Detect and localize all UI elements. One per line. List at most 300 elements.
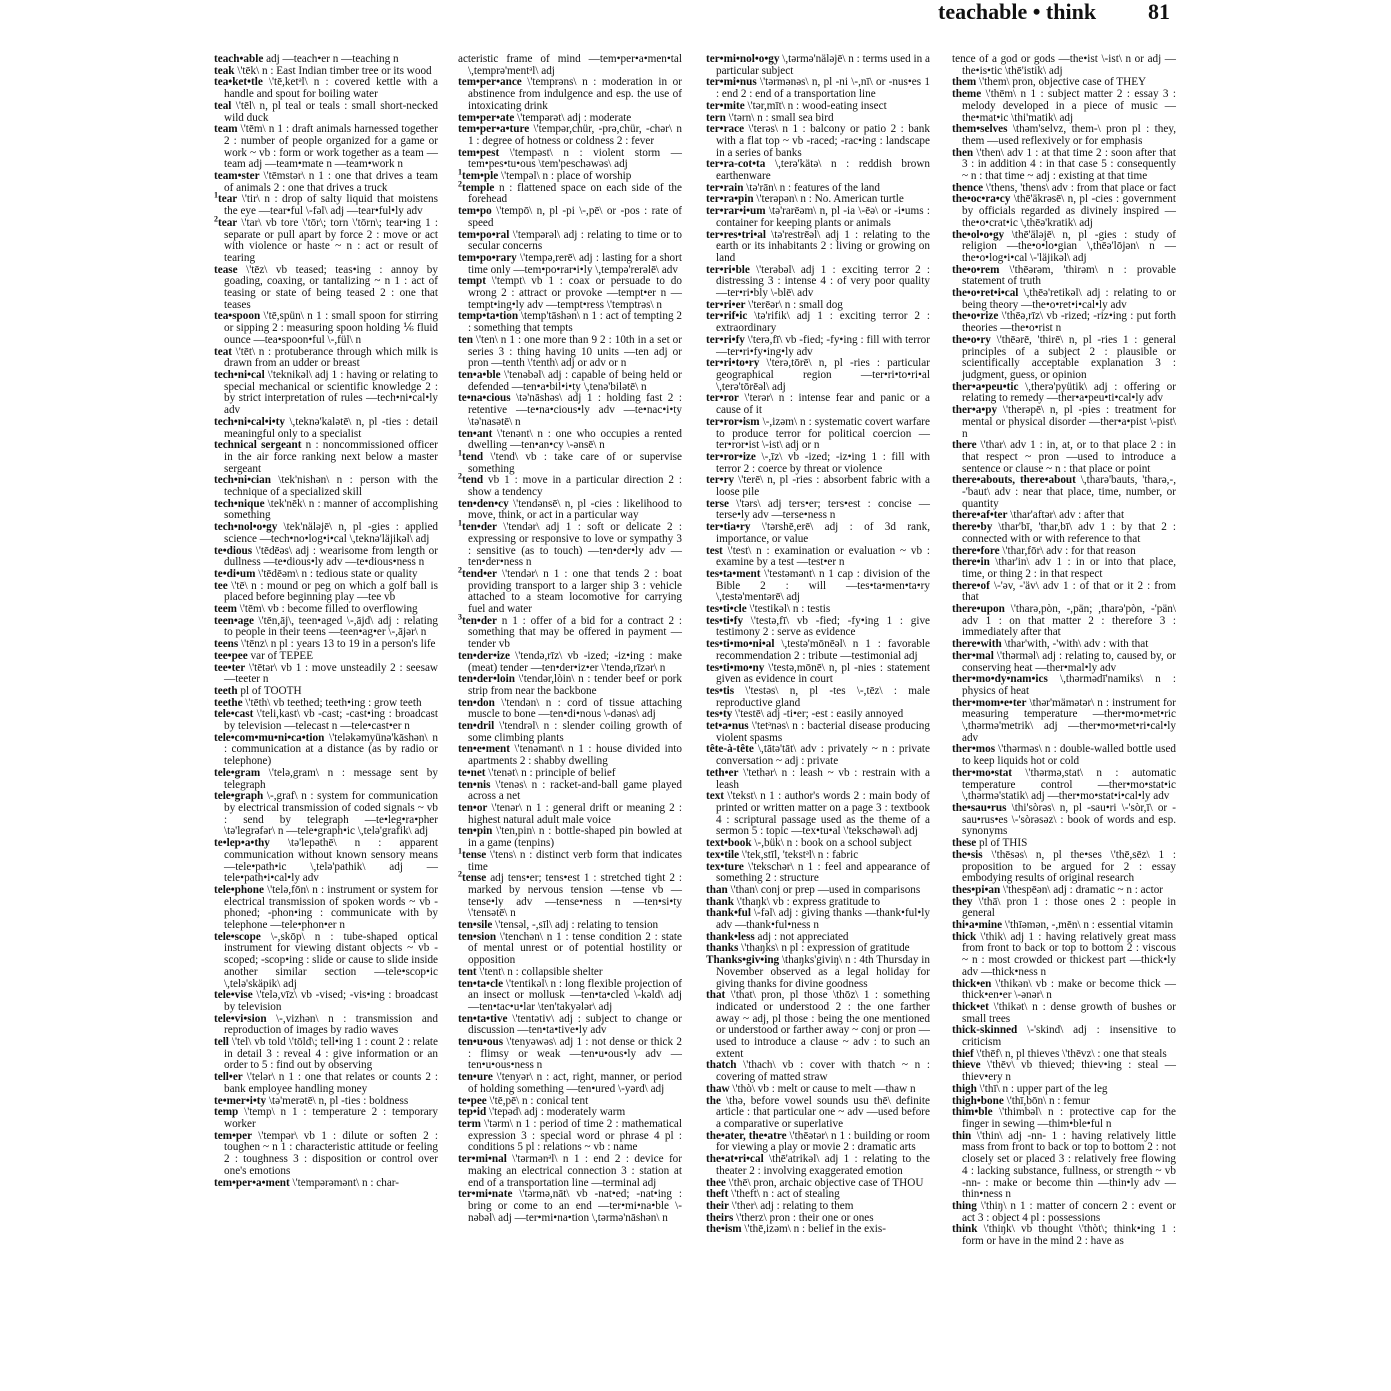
definition-text: \'thēf\ n, pl thieves \'thēvz\ : one that steals: [973, 1047, 1167, 1060]
dictionary-entry: [214, 733, 438, 768]
definition-text: \tə'restrēəl\ adj 1 : relating to the earth or its inhabitants 2 : living or growing on land: [716, 228, 930, 264]
definition-text: \'tē,ketᵊl\ n : covered kettle with a handle and spout for boiling water: [224, 76, 438, 101]
definition-text: \thar'in\ adv 1 : in or into that place, time, or thing 2 : in that respect: [962, 556, 1176, 580]
definition-text: \'thiŋk\ vb thought \'thòt\; think•ing 1 : form or have in the mind 2 : have as: [962, 1223, 1176, 1248]
definition-text: \'tempəl\ n : place of worship: [498, 170, 632, 183]
homograph-number: 1: [458, 846, 462, 856]
headword: tend: [462, 474, 484, 487]
definition-text: \'tempō\ n, pl -pi \-,pē\ or -pos : rate of speed: [468, 205, 682, 229]
definition-text: \'tendər,lòin\ n : tender beef or pork strip from near the backbone: [468, 673, 682, 697]
headword: theft: [706, 1188, 729, 1201]
dictionary-entry: [214, 1107, 438, 1130]
dictionary-entry: [706, 417, 930, 452]
dictionary-entry: [458, 1189, 682, 1224]
headword: there•af•ter: [952, 509, 1008, 522]
headword: thi•a•mine: [952, 919, 1003, 932]
dictionary-entry: [214, 1072, 438, 1095]
headword: ten•der•loin: [458, 673, 515, 686]
dictionary-entry: [952, 1025, 1176, 1048]
dictionary-entry: [706, 335, 930, 358]
definition-text: \'thiŋ\ n 1 : matter of concern 2 : event or act 3 : object 4 pl : possessions: [962, 1199, 1176, 1224]
headword: thee: [706, 1176, 726, 1189]
definition-text: \'tərmə,nāt\ vb -nat•ed; -nat•ing : bring or come to an end —ter•mi•na•ble \-nəbəl\ adj —ter•mi•na•tion \,tərmə'nāshən\ n: [468, 1188, 682, 1224]
headword: ten•ta•cle: [458, 977, 504, 990]
dictionary-entry: [706, 358, 930, 393]
headword: ter•rar•i•um: [706, 205, 766, 218]
definition-text: \'tent\ n : collapsible shelter: [476, 965, 603, 978]
headword: tense: [462, 848, 487, 861]
definition-text: \'thēətər\ n 1 : building or room for viewing a play or movie 2 : dramatic arts: [716, 1129, 930, 1154]
headword: there: [952, 439, 977, 452]
definition-text: \'tēk\ n : East Indian timber tree or its wood: [234, 64, 432, 77]
definition-text: \tə'merətē\ n, pl -ties : boldness: [266, 1094, 409, 1107]
headword: terse: [706, 497, 729, 510]
definition-text: \'thərməl\ adj : relating to, caused by, or conserving heat —ther•mal•ly adv: [962, 649, 1176, 674]
dictionary-entry: [706, 1131, 930, 1154]
dictionary-entry: [214, 546, 438, 569]
headword: ther•mo•dy•nam•ics: [952, 673, 1048, 686]
definition-text: \'ten,pin\ n : bottle-shaped pin bowled at in a game (tenpins): [468, 825, 682, 850]
headword: think: [952, 1223, 978, 1236]
definition-text: \'tē,spün\ n 1 : small spoon for stirring or sipping 2 : measuring spoon holding ⅙ fluid ounce —tea•spoon•ful \-,fül\ n: [224, 310, 438, 346]
headword: theme: [952, 88, 982, 101]
headword: ten•den•cy: [458, 497, 509, 510]
definition-text: \'tərmənəs\ n, pl -ni \-,nī\ or -nus•es 1 : end 2 : end of a transportation line: [716, 76, 930, 101]
dictionary-entry: [214, 1037, 438, 1072]
headword: ten•ta•tive: [458, 1012, 508, 1025]
headword: tee: [214, 579, 228, 592]
dictionary-entry: [706, 54, 930, 77]
definition-text: pl of THIS: [976, 837, 1028, 850]
definition-text: \'thā\ pron 1 : those ones 2 : people in general: [962, 895, 1176, 920]
dictionary-entry: [458, 518, 682, 569]
headword: tern: [706, 111, 726, 124]
headword: ten•sion: [458, 930, 497, 943]
dictionary-entry: [458, 1037, 682, 1072]
headword: tech•ni•cal•i•ty: [214, 415, 285, 428]
headword: tex•ture: [706, 860, 744, 873]
dictionary-entry: [952, 230, 1176, 265]
homograph-number: 2: [458, 179, 462, 188]
dictionary-entry: [706, 686, 930, 709]
definition-text: \'tenənt\ n : one who occupies a rented dwelling —ten•an•cy \-ənsē\ n: [468, 427, 682, 452]
dictionary-entry: [706, 265, 930, 300]
headword: tes•ti•mo•ny: [706, 661, 765, 674]
headword: ter•ror•ism: [706, 415, 760, 428]
dictionary-entry: [458, 826, 682, 849]
dictionary-entry: [458, 471, 682, 499]
dictionary-entry: [706, 639, 930, 662]
headword: they: [952, 895, 973, 908]
definition-text: \'them\ pron, objective case of THEY: [976, 76, 1147, 89]
headword: thick•en: [952, 977, 992, 990]
dictionary-entry: [952, 1201, 1176, 1224]
definition-text: \'test\ n : examination or evaluation ~ vb : examine by a test —test•er n: [716, 544, 930, 569]
definition-text: \,tərmə'näləjē\ n : terms used in a particular subject: [716, 53, 930, 77]
definition-text: \'thaŋk\ vb : express gratitude to: [734, 895, 881, 908]
definition-text: \'tēm\ n 1 : draft animals harnessed together 2 : number of people organized for a game or work ~ vb : form or work together as a team —team adj —team•mate n —team•work n: [224, 123, 438, 171]
definition-text: \'ther\ adj : relating to them: [729, 1199, 854, 1212]
headword: teens: [214, 638, 239, 651]
definition-text: \'telə,gram\ n : message sent by telegraph: [224, 766, 438, 791]
dictionary-entry: [706, 77, 930, 100]
definition-text: \thər'mämətər\ n : instrument for measuring temperature —ther•mo•met•ric \,thərmə'metrik\ adj —ther•mo•met•ri•cal•ly adv: [962, 696, 1176, 744]
headword: teethe: [214, 696, 243, 709]
headword: tem•ple: [462, 170, 499, 183]
definition-text: adj —teach•er n —teaching n: [263, 53, 399, 65]
headword: ter•ri•ble: [706, 263, 750, 276]
definition-text: \-'əv, -'äv\ adv 1 : of that or it 2 : from that: [962, 579, 1176, 604]
dictionary-entry: [706, 499, 930, 522]
headword: tem•per•a•ment: [214, 1176, 290, 1189]
dictionary-entry: [214, 440, 438, 475]
dictionary-entry: [952, 522, 1176, 545]
dictionary-entry: [952, 335, 1176, 382]
definition-text: var of TEPEE: [247, 649, 314, 662]
definition-text: \'terə,tōrē\ n, pl -ries : particular geographical region —ter•ri•to•ri•al \,terə'tōrēəl\ adj: [716, 357, 930, 393]
headword: thieve: [952, 1059, 981, 1072]
headword: ter•mi•nate: [458, 1188, 513, 1201]
headword: teak: [214, 64, 235, 77]
headword: ter•rain: [706, 181, 744, 194]
dictionary-entry: [214, 663, 438, 686]
definition-text: \'thēərəm, 'thirəm\ n : provable statement of truth: [962, 263, 1176, 288]
definition-text: \-,izəm\ n : systematic covert warfare to produce terror for political coercion —ter•ror•ist \-ist\ adj or n: [716, 415, 930, 452]
definition-text: \'tempərəl\ adj : relating to time or to secular concerns: [468, 228, 682, 253]
dictionary-entry: [458, 370, 682, 393]
definition-text: \tə'rān\ n : features of the land: [743, 181, 880, 194]
headword: thick: [952, 930, 977, 943]
dictionary-entry: [952, 148, 1176, 183]
definition-text: tence of a god or gods —the•ist \-ist\ n or adj —the•is•tic \thē'istik\ adj: [952, 53, 1176, 77]
headword: temp: [214, 1106, 239, 1119]
definition-text: n 1 : offer of a bid for a contract 2 : something that may be offered in payment —tender vb: [468, 614, 682, 651]
dictionary-entry: [706, 159, 930, 182]
dictionary-entry: [706, 569, 930, 604]
headword: the•o•ret•i•cal: [952, 287, 1019, 300]
homograph-number: 1: [214, 190, 218, 200]
headword: tele•scope: [214, 930, 261, 943]
dictionary-entry: [706, 744, 930, 767]
headword: ter•ri•er: [706, 298, 746, 311]
headword: tem•per: [214, 1129, 253, 1142]
dictionary-entry: [458, 674, 682, 697]
definition-text: \'thēv\ vb thieved; thiev•ing : steal —thiev•ery n: [962, 1059, 1176, 1084]
headword: ten•don: [458, 696, 495, 709]
headword: tet•a•nus: [706, 720, 749, 733]
definition-text: \'thimbəl\ n : protective cap for the finger in sewing —thim•ble•ful n: [962, 1106, 1176, 1130]
dictionary-entry: [952, 768, 1176, 803]
definition-text: \'tepəd\ adj : moderately warm: [486, 1106, 626, 1119]
definition-text: \'tētər\ vb 1 : move unsteadily 2 : seesaw —teeter n: [224, 661, 438, 686]
definition-text: \'thē,izəm\ n : belief in the exis-: [741, 1223, 886, 1236]
dictionary-entry: [214, 709, 438, 732]
headword: tech•nol•o•gy: [214, 521, 278, 534]
definition-text: \'testəs\ n, pl -tes \-,tēz\ : male reproductive gland: [716, 684, 930, 709]
definition-text: \'tēt\ n : protuberance through which milk is drawn from an udder or breast: [224, 345, 438, 370]
definition-text: \'thərmə,stat\ n : automatic temperature control —ther•mo•stat•ic \,thərmə'statik\ adj —ther•mo•stat•i•cal•ly adv: [962, 766, 1176, 803]
headword: technical sergeant: [214, 439, 302, 452]
definition-text: \'tendər\ adj 1 : soft or delicate 2 : expressing or responsive to love or sympathy 3 : sensitive (as to touch) —ten•der•ly adv —ten•der•ness n: [468, 521, 682, 569]
homograph-number: 2: [458, 471, 462, 481]
dictionary-entry: [706, 230, 930, 265]
dictionary-entry: [214, 1131, 438, 1178]
dictionary-entry: [458, 54, 682, 77]
definition-text: \'ten\ n 1 : one more than 9 2 : 10th in a set or series 3 : thing having 10 units —ten adj or pron —tenth \'tenth\ adj or adv or n: [468, 333, 682, 370]
headword: ter•mi•nol•o•gy: [706, 53, 780, 65]
dictionary-entry: [458, 276, 682, 311]
headword: thim•ble: [952, 1106, 993, 1119]
definition-text: \'tenəbəl\ adj : capable of being held or defended —ten•a•bil•i•ty \,tenə'bilətē\ n: [468, 368, 682, 393]
dictionary-entry: [952, 674, 1176, 697]
definition-text: \,terə'kätə\ n : reddish brown earthenware: [716, 158, 930, 183]
dictionary-entry: [214, 171, 438, 194]
dictionary-entry: [458, 1014, 682, 1037]
headword: ten•ant: [458, 427, 493, 440]
dictionary-entry: [706, 791, 930, 838]
definition-text: \'tē,pē\ n : conical tent: [486, 1094, 589, 1107]
headword: teach•able: [214, 53, 264, 65]
column-1: [214, 54, 438, 1189]
homograph-number: 1: [458, 448, 462, 458]
definition-text: \'tēl\ n, pl teal or teals : small short-necked wild duck: [224, 99, 438, 124]
definition-text: \'thach\ vb : cover with thatch ~ n : covering of matted straw: [716, 1059, 930, 1084]
headword: temp•ta•tion: [458, 310, 519, 323]
headword: tex•tile: [706, 848, 740, 861]
definition-text: \'thēə,rīz\ vb -rized; -riz•ing : put forth theories —the•o•rist n: [962, 310, 1176, 335]
dictionary-entry: [458, 803, 682, 826]
dictionary-entry: [458, 253, 682, 276]
dictionary-entry: [214, 190, 438, 218]
definition-text: \,therə'pyütik\ adj : offering or relating to remedy —ther•a•peu•ti•cal•ly adv: [962, 380, 1176, 405]
definition-text: \'tēm\ vb : become filled to overflowing: [236, 603, 418, 616]
dictionary-entry: [706, 990, 930, 1060]
dictionary-entry: [706, 206, 930, 229]
dictionary-entry: [214, 522, 438, 545]
definition-text: \thē'atrikəl\ adj 1 : relating to the theater 2 : involving exaggerated emotion: [716, 1153, 930, 1177]
headword: te•net: [458, 766, 486, 779]
definition-text: \'tərm\ n 1 : period of time 2 : mathematical expression 3 : special word or phrase 4 pl : conditions 5 pl : relations ~ vb : name: [468, 1117, 682, 1154]
dictionary-entry: [706, 908, 930, 931]
dictionary-entry: [458, 230, 682, 253]
dictionary-entry: [458, 311, 682, 334]
definition-text: \'teknikəl\ adj 1 : having or relating to special mechanical or scientific knowledge 2 : by strict interpretation of rules —tech•ni•cal•ly adv: [224, 368, 438, 417]
dictionary-entry: [706, 522, 930, 545]
definition-text: \'tempt\ vb 1 : coax or persuade to do wrong 2 : attract or provoke —tempt•er n —tempt•ing•ly adv —tempt•ress \'temptrəs\ n: [468, 275, 682, 311]
dictionary-entry: [214, 1014, 438, 1037]
dictionary-entry: [458, 448, 682, 475]
headword: tell•er: [214, 1071, 243, 1084]
headword: te•pee: [458, 1094, 487, 1107]
definition-text: \'tar\ vb tore \'tōr\; torn \'tōrn\; tear•ing 1 : separate or pull apart by force 2 : move or act with violence or haste ~ n : act or result of tearing: [224, 216, 438, 264]
column-3: [706, 54, 930, 1236]
definition-text: \'testəmənt\ n 1 cap : division of the Bible 2 : will —tes•ta•men•ta•ry \,testə'mentərē\ adj: [716, 567, 930, 604]
dictionary-entry: [952, 979, 1176, 1002]
headword: ter•mi•nal: [458, 1153, 507, 1166]
headword: tease: [214, 263, 238, 276]
headword: ter•ri•fy: [706, 333, 745, 346]
headword: ther•a•peu•tic: [952, 380, 1019, 393]
definition-text: \'then\ adv 1 : at that time 2 : soon after that 3 : in addition 4 : in that case 5 : consequently ~ n : that time ~ adj : existing at that time: [962, 146, 1176, 183]
headword: teal: [214, 99, 232, 112]
dictionary-entry: [952, 89, 1176, 124]
dictionary-entry: [952, 604, 1176, 639]
dictionary-entry: [458, 1119, 682, 1154]
dictionary-entry: [952, 194, 1176, 229]
definition-text: \'tēz\ vb teased; teas•ing : annoy by goading, coaxing, or tantalizing ~ n 1 : act of teasing or state of being teased 2 : one that teases: [224, 263, 438, 311]
headword: text: [706, 790, 725, 803]
dictionary-entry: [214, 214, 438, 265]
dictionary-entry: [952, 288, 1176, 311]
headword: ten•dril: [458, 720, 495, 733]
headword: tem•pest: [458, 146, 500, 159]
definition-text: \'tir\ n : drop of salty liquid that moistens the eye —tear•ful \-fəl\ adj —tear•ful•ly adv: [224, 193, 438, 218]
headword: the•sis: [952, 848, 983, 861]
headword: tell: [214, 1036, 229, 1049]
headword: tes•ty: [706, 708, 733, 721]
definition-text: \'tempərəmənt\ n : char-: [289, 1176, 400, 1189]
headword: tem•po•rary: [458, 251, 517, 264]
definition-text: \'tər,mīt\ n : wood-eating insect: [744, 99, 887, 112]
definition-text: \-,vizhən\ n : transmission and reproduction of images by radio waves: [224, 1012, 438, 1037]
dictionary-entry: [214, 311, 438, 346]
headword: tend: [462, 450, 484, 463]
dictionary-entry: [706, 452, 930, 475]
headword: ten: [458, 333, 473, 346]
headword: the•at•ri•cal: [706, 1153, 764, 1166]
headword: test: [706, 544, 723, 557]
headword: ter•ra•pin: [706, 193, 754, 206]
definition-text: \,thēə'retikəl\ adj : relating to or being theory —the•o•ret•i•cal•ly adv: [962, 287, 1176, 311]
homograph-number: 3: [458, 612, 462, 622]
definition-text: acteristic frame of mind —tem•per•a•men•tal \,temprə'mentᵊl\ adj: [458, 53, 682, 77]
headword: tem•per•a•ture: [458, 123, 530, 136]
headword: ten•sile: [458, 919, 493, 932]
definition-text: \'tendən\ n : cord of tissue attaching muscle to bone —ten•di•nous \-dənəs\ adj: [468, 696, 682, 721]
definition-text: \thē'äləjē\ n, pl -gies : study of religion —the•o•lo•gian \,thēə'lōjən\ n —the•o•log•i•cal \-'läjikəl\ adj: [962, 228, 1176, 264]
definition-text: \-'skind\ adj : insensitive to criticism: [962, 1024, 1176, 1049]
definition-text: \'tempər,chür, -prə,chür, -chər\ n 1 : degree of hotness or coldness 2 : fever: [468, 123, 682, 147]
definition-text: \'testikəl\ n : testis: [746, 603, 831, 616]
dictionary-entry: [458, 1154, 682, 1189]
dictionary-entry: [214, 499, 438, 522]
headword: tend•er: [462, 567, 497, 580]
headword: tele•vi•sion: [214, 1012, 267, 1025]
headword: thick-skinned: [952, 1024, 1018, 1037]
headword: there•upon: [952, 603, 1005, 616]
headword: teen•age: [214, 614, 254, 627]
column-2: [458, 54, 682, 1224]
dictionary-entry: [214, 932, 438, 991]
headword: tem•po: [458, 205, 492, 218]
headword: thin: [952, 1129, 972, 1142]
definition-text: \tə'nāshəs\ adj 1 : holding fast 2 : retentive —te•na•cious•ly adv —te•nac•i•ty \tə'nasətē\ n: [468, 392, 682, 428]
definition-text: \'thēsəs\ n, pl the•ses \'thē,sēz\ 1 : proposition to be argued for 2 : essay embodying results of original research: [962, 848, 1176, 885]
definition-text: \'tharə,pòn, -,pän; ,tharə'pòn, -'pän\ adv 1 : on that matter 2 : therefore 3 : immediately after that: [962, 603, 1176, 639]
dictionary-entry: [952, 382, 1176, 405]
headword: tea•ket•tle: [214, 76, 263, 89]
definition-text: \'tenyər\ n : act, right, manner, or period of holding something —ten•ured \-yərd\ adj: [468, 1071, 682, 1095]
dictionary-entry: [458, 1072, 682, 1095]
dictionary-entry: [458, 846, 682, 873]
definition-text: \tek'näləjē\ n, pl -gies : applied science —tech•no•log•i•cal \,teknə'läjikəl\ adj: [224, 521, 438, 545]
definition-text: \'tēth\ vb teethed; teeth•ing : grow teeth: [242, 696, 422, 709]
dictionary-entry: [214, 101, 438, 124]
definition-text: \thē'äkrəsē\ n, pl -cies : government by officials regarded as divinely inspired —the•o•crat•ic \,thēə'kratik\ adj: [962, 193, 1176, 229]
dictionary-entry: [952, 265, 1176, 288]
headword: ten•ure: [458, 1071, 493, 1084]
definition-text: \'tərshē,erē\ adj : of 3d rank, importance, or value: [716, 521, 930, 545]
headword: tes•ti•mo•ni•al: [706, 638, 775, 651]
headword: ter•race: [706, 123, 745, 136]
headword: te•dious: [214, 544, 253, 557]
headword: tech•ni•cal: [214, 368, 265, 381]
definition-text: \'thar\ adv 1 : in, at, or to that place 2 : in that respect ~ pron —used to introduce a sentence or clause ~ n : that place or point: [962, 439, 1176, 475]
definition-text: \'tempəst\ n : violent storm —tem•pes•tu•ous \tem'peschəwəs\ adj: [468, 146, 682, 171]
headword: thaw: [706, 1082, 730, 1095]
headword: there•with: [952, 638, 1002, 651]
dictionary-entry: [706, 862, 930, 885]
definition-text: \'terəbəl\ adj 1 : exciting terror 2 : distressing 3 : intense 4 : of very poor quality —ter•ri•bly \-blē\ adv: [716, 263, 930, 300]
dictionary-entry: [458, 780, 682, 803]
definition-text: \'tərmənᵊl\ n 1 : end 2 : device for making an electrical connection 3 : station at end of a transportation line —terminal adj: [468, 1153, 682, 1189]
definition-text: \'theft\ n : act of stealing: [728, 1188, 840, 1201]
definition-text: \-,graf\ n : system for communication by electrical transmission of coded signals ~ vb : send by telegraph —te•leg•ra•pher \tə'legrəfər\ n —tele•graph•ic \,telə'grafik\ adj: [224, 790, 438, 838]
homograph-number: 1: [458, 518, 462, 528]
dictionary-entry: [706, 663, 930, 686]
definition-text: \'terəs\ n 1 : balcony or patio 2 : bank with a flat top ~ vb -raced; -rac•ing : landscape in a series of banks: [716, 123, 930, 159]
dictionary-entry: [458, 721, 682, 744]
definition-text: adj tens•er; tens•est 1 : stretched tight 2 : marked by nervous tension —tense vb —tense•ly adv —tense•ness n —ten•si•ty \'tensətē\ n: [468, 872, 682, 920]
homograph-number: 2: [458, 869, 462, 879]
definition-text: \tek'nēk\ n : manner of accomplishing something: [224, 497, 438, 522]
definition-text: \'thikən\ vb : make or become thick —thick•en•er \-ənər\ n: [962, 977, 1176, 1002]
headword: the•ism: [706, 1223, 742, 1236]
headword: ten•nis: [458, 778, 491, 791]
definition-text: \'tēn,āj\, teen•aged \-,ājd\ adj : relating to people in their teens —teen•ag•er \-,ājər\ n: [224, 614, 438, 639]
headword: ten•or: [458, 802, 488, 814]
dictionary-entry: [214, 791, 438, 838]
dictionary-entry: [458, 179, 682, 206]
headword: ther•mal: [952, 649, 994, 662]
headword: then: [952, 146, 974, 159]
definition-text: \'tenchən\ n 1 : tense condition 2 : state of mental unrest or of potential hostility or opposition: [468, 930, 682, 967]
dictionary-entry: [952, 1107, 1176, 1130]
dictionary-entry: [458, 124, 682, 147]
headword: tee•pee: [214, 649, 248, 662]
dictionary-entry: [214, 370, 438, 417]
headword: tele•graph: [214, 790, 264, 803]
definition-text: \'tekst\ n 1 : author's words 2 : main body of printed or written matter on a page 3 : textbook 4 : scriptural passage used as the theme of a sermon 5 : topic —tex•tu•al \'tekschəwəl\ adj: [716, 790, 930, 838]
dictionary-entry: [214, 768, 438, 791]
headword: ter•mite: [706, 99, 745, 112]
dictionary-entry: [706, 1096, 930, 1131]
dictionary-entry: [458, 698, 682, 721]
dictionary-entry: [952, 475, 1176, 510]
definition-text: \'terər\ n : intense fear and panic or a cause of it: [716, 392, 930, 417]
definition-text: \'testē\ adj -ti•er; -est : easily annoyed: [732, 708, 904, 721]
definition-text: \'tendənsē\ n, pl -cies : likelihood to move, think, or act in a particular way: [468, 497, 682, 522]
definition-text: \'tərn\ n : small sea bird: [725, 111, 834, 124]
dictionary-entry: [952, 54, 1176, 77]
definition-text: \'tel\ vb told \'tōld\; tell•ing 1 : count 2 : relate in detail 3 : reveal 4 : give information or an order to 5 : find out by observing: [224, 1036, 438, 1072]
headword: tent: [458, 965, 477, 978]
dictionary-entry: [952, 1002, 1176, 1025]
dictionary-entry: [458, 869, 682, 920]
headword: the•ol•o•gy: [952, 228, 1005, 241]
definition-text: \'therz\ pron : their one or ones: [733, 1211, 874, 1224]
dictionary-entry: [458, 429, 682, 452]
